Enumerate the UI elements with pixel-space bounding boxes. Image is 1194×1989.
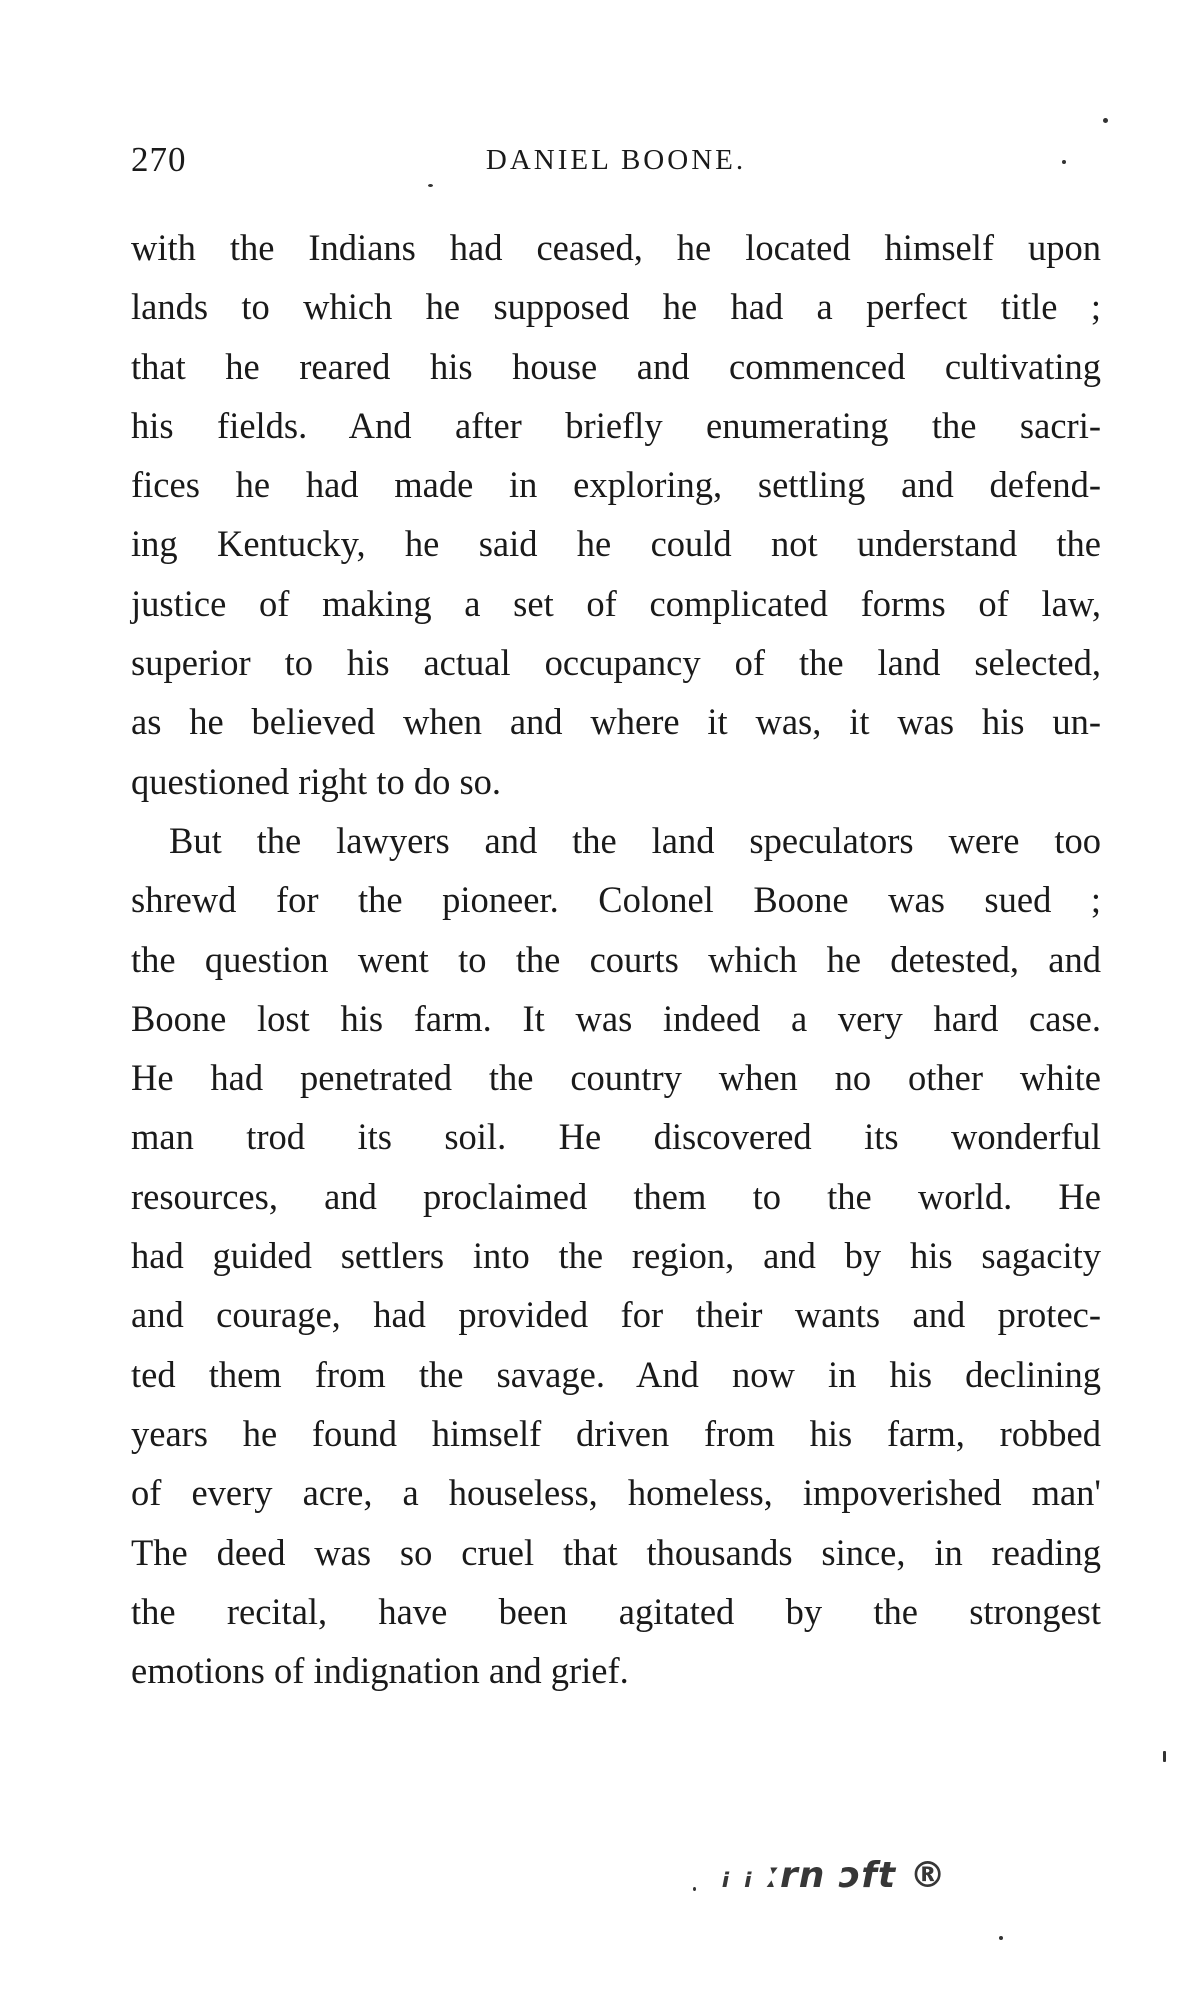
text-line: justice of making a set of complicated forms of law, xyxy=(131,582,1101,624)
scan-watermark: ᵢ ᵢ ːrn ɔft ® xyxy=(722,1855,947,1896)
text-line: that he reared his house and commenced cultivating xyxy=(131,345,1101,387)
text-line: of every acre, a houseless, homeless, impoverished man' xyxy=(131,1472,1101,1514)
text-line: ing Kentucky, he said he could not understand the xyxy=(131,523,1101,565)
text-line: But the lawyers and the land speculators were too xyxy=(169,819,1101,861)
text-line: The deed was so cruel that thousands since, in reading xyxy=(131,1531,1101,1573)
text-line: superior to his actual occupancy of the land selected, xyxy=(131,642,1101,684)
running-head xyxy=(131,140,1101,190)
scan-speck xyxy=(1103,118,1108,123)
text-line: man trod its soil. He discovered its wonderful xyxy=(131,1116,1101,1158)
text-line: shrewd for the pioneer. Colonel Boone was sued ; xyxy=(131,879,1101,921)
page-number: 270 xyxy=(131,140,187,179)
text-line: resources, and proclaimed them to the world. He xyxy=(131,1175,1101,1217)
text-line: lands to which he supposed he had a perfect title ; xyxy=(131,286,1101,328)
text-line: the recital, have been agitated by the strongest xyxy=(131,1590,1101,1632)
paragraph-2 xyxy=(131,811,1101,1700)
text-line: with the Indians had ceased, he located himself upon xyxy=(131,227,1101,268)
body-text xyxy=(131,218,1101,1700)
scan-speck xyxy=(1163,1751,1166,1762)
text-line: years he found himself driven from his farm, robbed xyxy=(131,1412,1101,1454)
text-line: ted them from the savage. And now in his declining xyxy=(131,1353,1101,1395)
text-line: He had penetrated the country when no other white xyxy=(131,1057,1101,1099)
text-line: had guided settlers into the region, and by his sagacity xyxy=(131,1235,1101,1277)
scan-speck xyxy=(428,184,433,187)
text-line: questioned right to do so. xyxy=(131,760,502,802)
text-line: emotions of indignation and grief. xyxy=(131,1650,629,1692)
text-line: as he believed when and where it was, it was his un- xyxy=(131,701,1101,743)
running-title: DANIEL BOONE. xyxy=(485,144,747,176)
scan-speck xyxy=(999,1936,1003,1940)
text-line: fices he had made in exploring, settling and defend- xyxy=(131,464,1101,506)
text-line: Boone lost his farm. It was indeed a very hard case. xyxy=(131,997,1101,1039)
text-line: and courage, had provided for their wants and protec- xyxy=(131,1294,1101,1336)
text-line: his fields. And after briefly enumerating the sacri- xyxy=(131,404,1101,446)
text-line: the question went to the courts which he detested, and xyxy=(131,938,1101,980)
paragraph-1 xyxy=(131,218,1101,811)
scan-speck xyxy=(693,1887,696,1891)
scan-speck xyxy=(1062,160,1066,164)
